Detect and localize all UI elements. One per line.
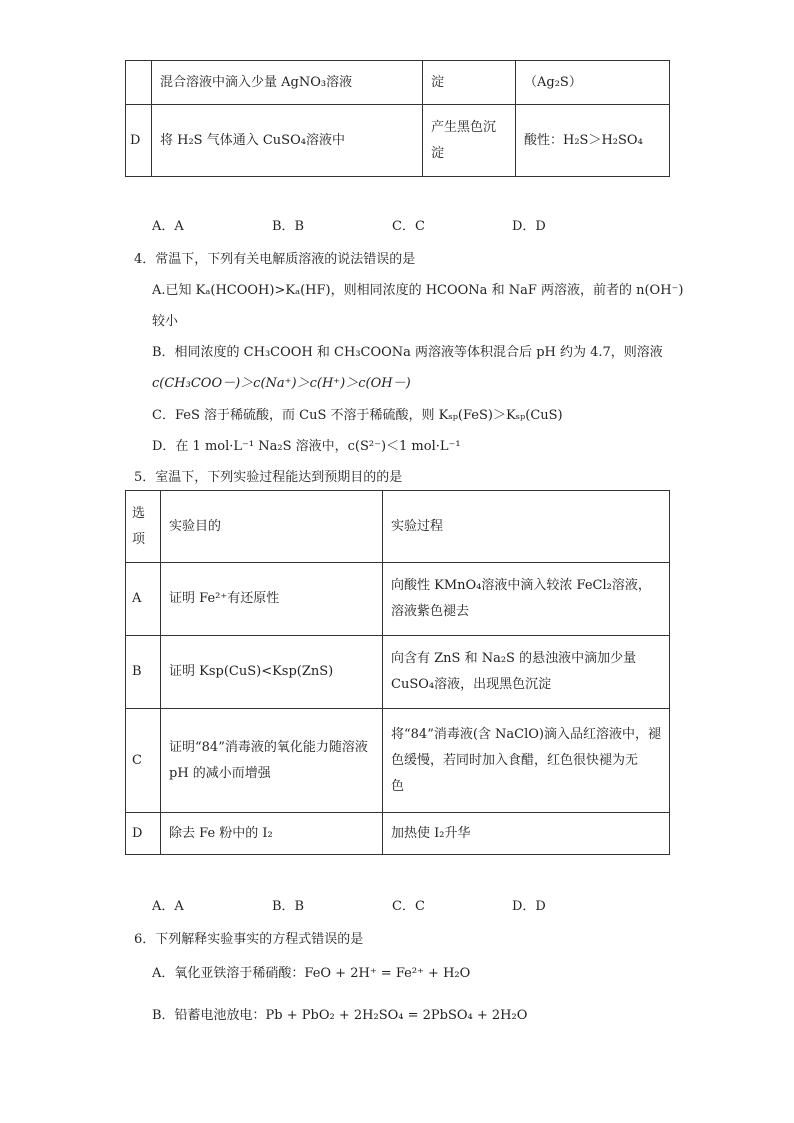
cell-line: CuSO₄溶液，出现黑色沉淀 — [391, 677, 552, 692]
table-cell — [383, 636, 670, 709]
table-cell — [161, 709, 383, 813]
table-header-cell: 实验目的 — [161, 491, 383, 563]
table-cell — [126, 61, 152, 105]
question-stem: 5．室温下，下列实验过程能达到预期目的的是 — [134, 470, 403, 485]
table-cell: 证明 Ksp(CuS)<Ksp(ZnS) — [161, 636, 383, 709]
table-row — [126, 709, 670, 813]
table-cell: 混合溶液中滴入少量 AgNO₃溶液 — [152, 61, 423, 105]
option-d[interactable]: D．D — [512, 219, 546, 234]
table-cell: D — [126, 105, 152, 177]
cell-line: 将“84”消毒液(含 NaClO)滴入品红溶液中，褪 — [391, 726, 661, 742]
q5-table — [125, 490, 670, 855]
cell-line: 色 — [391, 778, 405, 794]
choice-b-cont: c(CH₃COO－)＞c(Na⁺)＞c(H⁺)＞c(OH－) — [152, 376, 411, 391]
choice-a-cont: 较小 — [152, 314, 179, 329]
answer-options — [152, 895, 632, 914]
table-cell: 将 H₂S 气体通入 CuSO₄溶液中 — [152, 105, 423, 177]
table-cell: （Ag₂S） — [516, 61, 670, 105]
cell-line: 向酸性 KMnO₄溶液中滴入较浓 FeCl₂溶液， — [391, 578, 651, 593]
table-cell: A — [126, 563, 161, 636]
cell-line: pH 的减小而增强 — [169, 765, 271, 781]
table-cell — [423, 105, 516, 177]
option-d[interactable]: D．D — [512, 899, 546, 914]
table-header-cell — [126, 491, 161, 563]
cell-line: 产生黑色沉 — [431, 119, 497, 135]
table-cell — [383, 709, 670, 813]
table-row — [126, 636, 670, 709]
cell-line: 选 — [132, 505, 146, 521]
table-cell: B — [126, 636, 161, 709]
table-row — [126, 61, 670, 105]
choice-c: C．FeS 溶于稀硫酸，而 CuS 不溶于稀硫酸，则 Kₛₚ(FeS)＞Kₛₚ(CuS) — [152, 408, 563, 423]
option-c[interactable]: C．C — [392, 899, 425, 914]
option-a[interactable]: A．A — [152, 899, 184, 914]
table-header-cell: 实验过程 — [383, 491, 670, 563]
choice-a: A．氧化亚铁溶于稀硝酸：FeO + 2H⁺ = Fe²⁺ + H₂O — [152, 966, 471, 981]
table-cell — [383, 563, 670, 636]
cell-line: 向含有 ZnS 和 Na₂S 的悬浊液中滴加少量 — [391, 651, 637, 666]
table-cell: 酸性：H₂S＞H₂SO₄ — [516, 105, 670, 177]
choice-d: D．在 1 mol·L⁻¹ Na₂S 溶液中，c(S²⁻)＜1 mol·L⁻¹ — [152, 439, 461, 454]
choice-b: B．相同浓度的 CH₃COOH 和 CH₃COONa 两溶液等体积混合后 pH 约为 4.7，则溶液 — [152, 345, 663, 360]
question-stem: 6．下列解释实验事实的方程式错误的是 — [134, 932, 364, 947]
table-cell: 除去 Fe 粉中的 I₂ — [161, 813, 383, 855]
table-header-row — [126, 491, 670, 563]
table-cell: 证明 Fe²⁺有还原性 — [161, 563, 383, 636]
table-cell: 淀 — [423, 61, 516, 105]
answer-options — [152, 215, 632, 234]
question-stem: 4．常温下，下列有关电解质溶液的说法错误的是 — [134, 252, 416, 267]
cell-line: 证明“84”消毒液的氧化能力随溶液 — [169, 739, 368, 755]
table-row — [126, 105, 670, 177]
table-row — [126, 563, 670, 636]
cell-line: 溶液紫色褪去 — [391, 604, 470, 619]
cell-line: 淀 — [431, 145, 445, 161]
option-b[interactable]: B．B — [272, 219, 305, 234]
option-a[interactable]: A．A — [152, 219, 184, 234]
table-cell: D — [126, 813, 161, 855]
choice-a: A.已知 Kₐ(HCOOH)>Kₐ(HF)，则相同浓度的 HCOONa 和 NaF 两溶液，前者的 n(OH⁻) — [152, 283, 684, 298]
table-row — [126, 813, 670, 855]
cell-line: 项 — [132, 531, 146, 547]
top-table — [125, 60, 670, 177]
option-c[interactable]: C．C — [392, 219, 425, 234]
cell-line: 色缓慢，若同时加入食醋，红色很快褪为无 — [391, 752, 639, 768]
table-cell: C — [126, 709, 161, 813]
choice-b: B．铅蓄电池放电：Pb + PbO₂ + 2H₂SO₄ = 2PbSO₄ + 2H₂O — [152, 1008, 528, 1023]
table-cell: 加热使 I₂升华 — [383, 813, 670, 855]
option-b[interactable]: B．B — [272, 899, 305, 914]
